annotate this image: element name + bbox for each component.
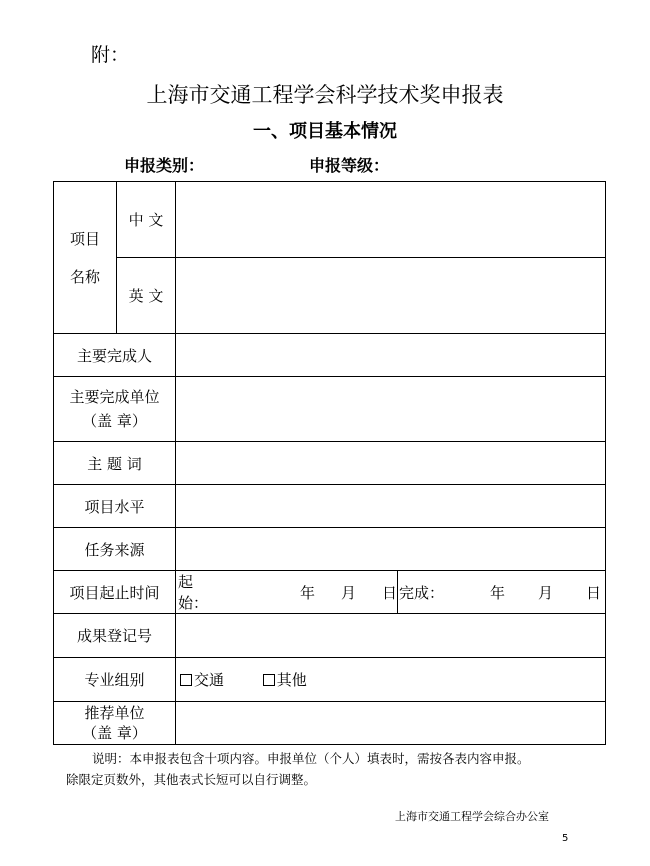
professional-group-options — [176, 658, 606, 702]
grade-label: 申报等级： — [309, 156, 390, 175]
registration-field[interactable] — [176, 614, 606, 658]
start-label: 起始： — [178, 573, 209, 612]
project-name-label — [54, 182, 117, 334]
english-label: 英 文 — [117, 258, 176, 334]
form-title: 上海市交通工程学会科学技术奖申报表 — [146, 83, 504, 107]
project-info-table — [53, 181, 606, 745]
start-day-unit: 日 — [381, 583, 397, 602]
main-unit-label-line2: （盖 章） — [82, 412, 147, 430]
category-label: 申报类别： — [124, 156, 205, 175]
end-date-field[interactable] — [398, 571, 606, 614]
project-period-label: 项目起止时间 — [54, 571, 176, 614]
footer-office: 上海市交通工程学会综合办公室 — [395, 810, 549, 823]
recommend-unit-field[interactable] — [176, 702, 606, 745]
start-date-field[interactable] — [176, 571, 398, 614]
project-name-label-line2: 名称 — [69, 267, 100, 286]
note-line1: 说明：本申报表包含十项内容。申报单位（个人）填表时，需按各表内容申报。 — [92, 751, 530, 766]
other-checkbox[interactable] — [263, 674, 275, 686]
note-line2: 除限定页数外，其他表式长短可以自行调整。 — [66, 772, 317, 787]
traffic-option-label: 交通 — [194, 671, 225, 689]
english-name-field[interactable] — [176, 258, 606, 334]
project-name-label-line1: 项目 — [69, 229, 100, 248]
professional-group-label: 专业组别 — [54, 658, 176, 702]
other-option[interactable] — [263, 671, 307, 689]
registration-label: 成果登记号 — [54, 614, 176, 658]
main-unit-label-line1: 主要完成单位 — [69, 388, 160, 406]
end-label: 完成： — [399, 583, 445, 602]
end-month-unit: 月 — [538, 583, 554, 602]
attachment-label: 附： — [91, 44, 130, 66]
section-title: 一、项目基本情况 — [253, 121, 397, 142]
recommend-unit-label-line2: （盖 章） — [82, 724, 147, 742]
project-level-label: 项目水平 — [54, 485, 176, 528]
main-person-label: 主要完成人 — [54, 334, 176, 377]
end-day-unit: 日 — [586, 583, 602, 602]
traffic-checkbox[interactable] — [180, 674, 192, 686]
main-person-field[interactable] — [176, 334, 606, 377]
page-number: 5 — [562, 833, 569, 844]
keywords-label: 主 题 词 — [54, 442, 176, 485]
keywords-field[interactable] — [176, 442, 606, 485]
task-source-field[interactable] — [176, 528, 606, 571]
project-level-field[interactable] — [176, 485, 606, 528]
main-unit-field[interactable] — [176, 377, 606, 442]
start-year-unit: 年 — [299, 583, 315, 602]
task-source-label: 任务来源 — [54, 528, 176, 571]
main-unit-label — [54, 377, 176, 442]
recommend-unit-label-line1: 推荐单位 — [84, 704, 145, 722]
chinese-name-field[interactable] — [176, 182, 606, 258]
chinese-label: 中 文 — [117, 182, 176, 258]
recommend-unit-label — [54, 702, 176, 745]
end-year-unit: 年 — [490, 583, 506, 602]
other-option-label: 其他 — [276, 671, 307, 689]
traffic-option[interactable] — [180, 671, 229, 689]
start-month-unit: 月 — [340, 583, 356, 602]
